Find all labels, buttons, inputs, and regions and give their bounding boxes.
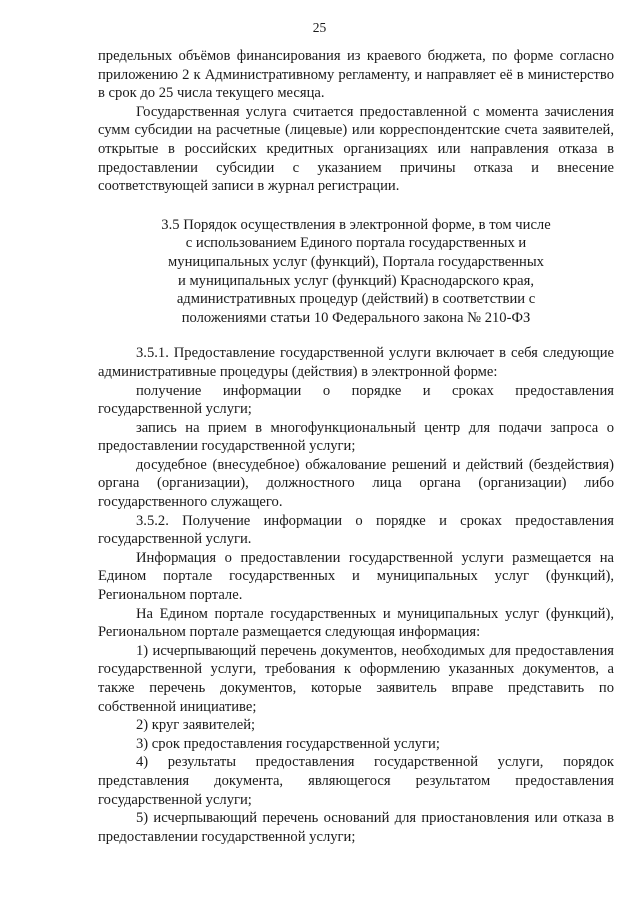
list-item: 1) исчерпывающий перечень документов, необходимых для предоставления государственной услуги, требования к оформлению указанных документов, а также перечень документов, которые заявитель вправе представить по собственной инициативе; — [98, 642, 614, 715]
paragraph: досудебное (внесудебное) обжалование решений и действий (бездействия) органа (организации), должностного лица органа (организации) либо государственного служащего. — [98, 456, 614, 511]
section-heading-line: 3.5 Порядок осуществления в электронной форме, в том числе — [161, 216, 551, 233]
list-item: 2) круг заявителей; — [136, 717, 256, 734]
page-number: 25 — [312, 20, 327, 35]
section-heading-line: муниципальных услуг (функций), Портала государственных — [168, 253, 544, 270]
section-heading-line: и муниципальных услуг (функций) Краснодарского края, — [177, 272, 534, 289]
paragraph: Государственная услуга считается предоставленной с момента зачисления сумм субсидии на расчетные (лицевые) или корреспондентские счета заявителей, открытые в российских кредитных организациях или направления отказа в предоставлении субсидии с указанием причины отказа и внесение соответствующей записи в журнал регистрации. — [98, 103, 614, 195]
list-item: 5) исчерпывающий перечень оснований для приостановления или отказа в предоставлении государственной услуги; — [98, 810, 614, 845]
paragraph: Информация о предоставлении государственной услуги размещается на Едином портале государственных и муниципальных услуг (функций), Региональном портале. — [98, 549, 614, 604]
list-item: 4) результаты предоставления государственной услуги, порядок представления документа, являющегося результатом предоставления государственной услуги; — [98, 754, 614, 808]
list-item: 3) срок предоставления государственной услуги; — [136, 735, 440, 752]
paragraph: получение информации о порядке и сроках предоставления государственной услуги; — [98, 382, 614, 418]
section-heading — [98, 216, 614, 328]
paragraph: 3.5.1. Предоставление государственной услуги включает в себя следующие административные процедуры (действия) в электронной форме: — [98, 345, 614, 380]
section-heading-line: с использованием Единого портала государственных и — [185, 235, 527, 252]
section-heading-line: административных процедур (действий) в соответствии с — [176, 291, 536, 308]
paragraph: На Едином портале государственных и муниципальных услуг (функций), Региональном портале размещается следующая информация: — [98, 605, 614, 641]
paragraph-continued: предельных объёмов финансирования из краевого бюджета, по форме согласно приложению 2 к Административному регламенту, и направляет её в министерство в срок до 25 числа текущего месяца. — [98, 48, 614, 102]
paragraph: запись на прием в многофункциональный центр для подачи запроса о предоставлении государственной услуги; — [98, 419, 614, 455]
section-heading-line: положениями статьи 10 Федерального закона № 210-ФЗ — [181, 309, 531, 326]
paragraph: 3.5.2. Получение информации о порядке и сроках предоставления государственной услуги. — [98, 512, 614, 548]
document-body — [98, 47, 614, 846]
